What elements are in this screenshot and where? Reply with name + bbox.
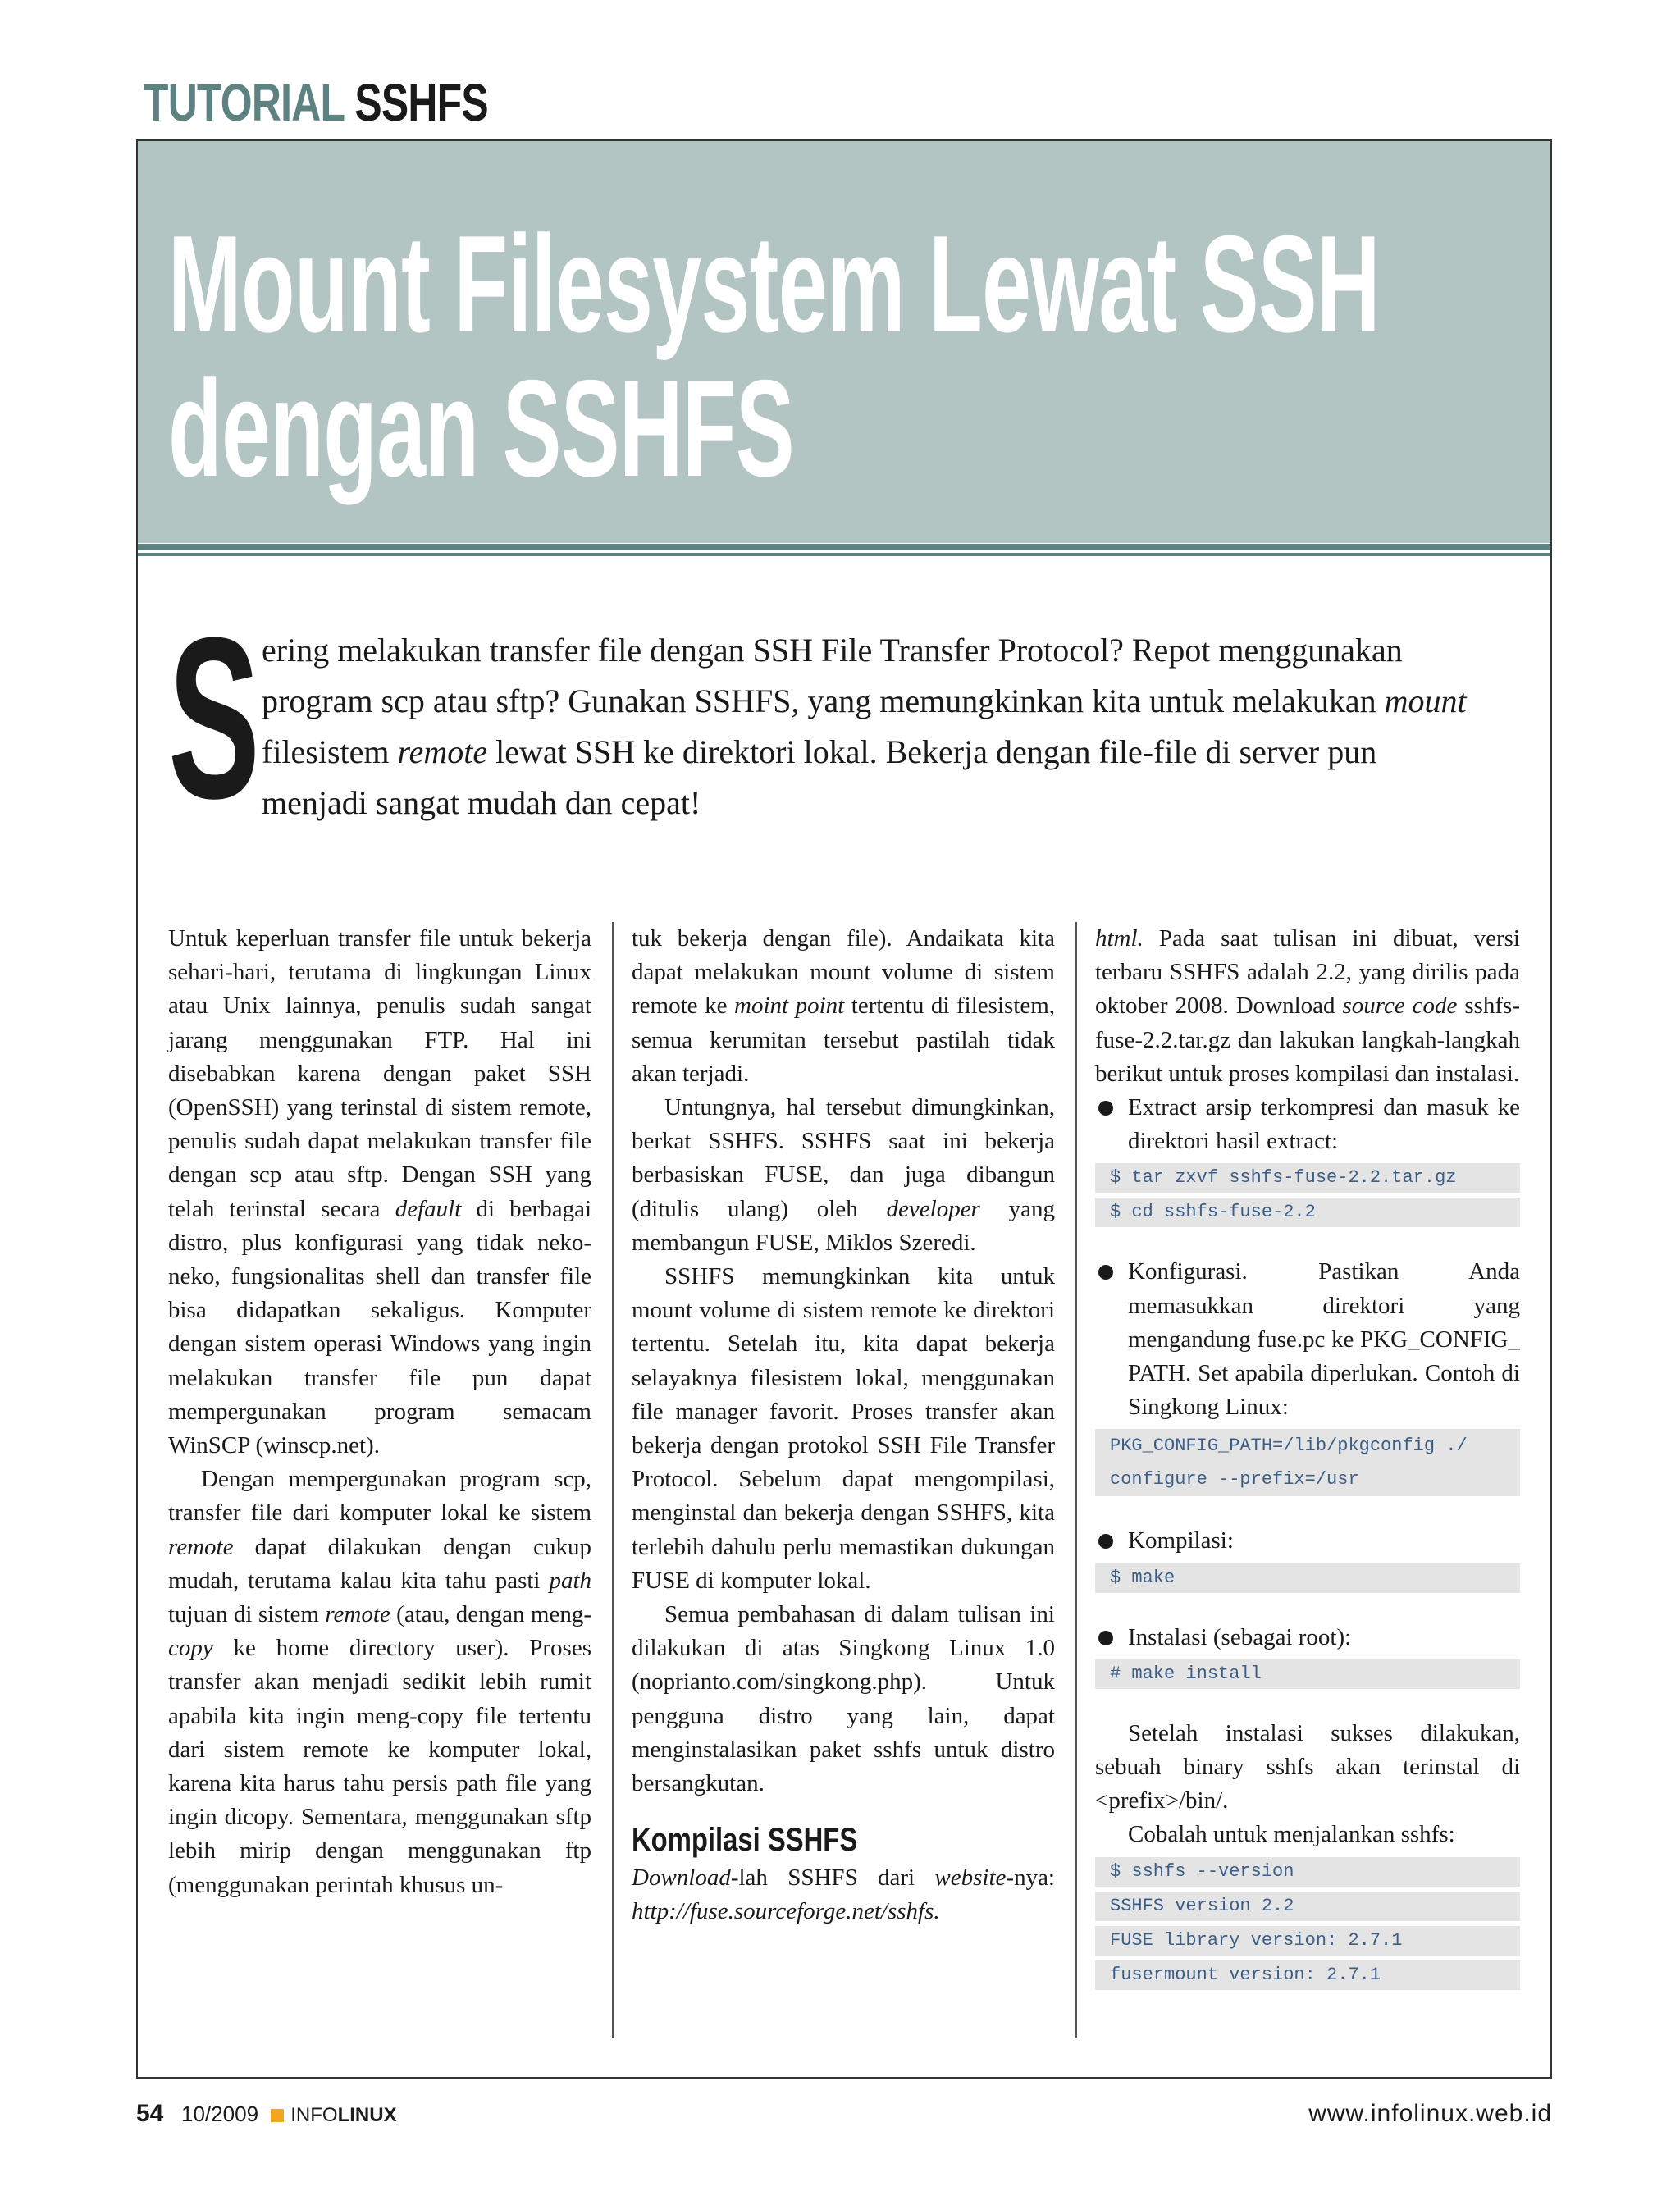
section-label: TUTORIAL bbox=[144, 73, 345, 132]
code-line: # make install bbox=[1095, 1659, 1520, 1689]
code-line: $ sshfs --version bbox=[1095, 1857, 1520, 1887]
body-paragraph: Untungnya, hal tersebut dimungkinkan, berkat SSHFS. SSHFS saat ini bekerja berbasiskan FUSE, dan juga dibangun (ditulis ulang) oleh developer yang membangun FUSE, Miklos Szeredi. bbox=[632, 1094, 1056, 1256]
body-paragraph: html. Pada saat tulisan ini dibuat, versi terbaru SSHFS adalah 2.2, yang dirilis pada oktober 2008. Download source code sshfs-fuse-2.2.tar.gz dan lakukan langkah-langkah berikut untuk proses kompilasi dan instalasi. bbox=[1095, 925, 1520, 1087]
bullet-item: Extract arsip terkompresi dan masuk ke direktori hasil extract: bbox=[1095, 1091, 1520, 1158]
section-tag bbox=[144, 72, 488, 133]
body-paragraph: Semua pembahasan di dalam tulisan ini dilakukan di atas Singkong Linux 1.0 (noprianto.com/singkong.php). Untuk pengguna distro yang lain, dapat menginstalasikan paket sshfs untuk distro bersangkutan. bbox=[632, 1601, 1055, 1797]
download-url: http://fuse.sourceforge.net/sshfs. bbox=[632, 1898, 940, 1925]
bullet-item: Instalasi (sebagai root): bbox=[1095, 1621, 1520, 1655]
section-heading: Kompilasi SSHFS bbox=[632, 1822, 858, 1859]
code-line: SSHFS version 2.2 bbox=[1095, 1892, 1520, 1921]
brand-name-b: LINUX bbox=[337, 2104, 397, 2126]
body-paragraph: Untuk keperluan transfer file untuk bekerja sehari-hari, terutama di lingkungan Linux atau Unix lainnya, penulis sudah sangat jarang menggunakan FTP. Hal ini disebabkan karena dengan paket SSH (OpenSSH) yang terinstal di sistem remote, penulis sudah dapat melakukan transfer file dengan scp atau sftp. Dengan SSH yang telah terinstal secara default di berbagai distro, plus konfigurasi yang tidak neko-neko, fungsionalitas shell dan transfer file bisa didapatkan sekaligus. Komputer dengan sistem operasi Windows yang ingin melakukan transfer file pun dapat mempergunakan program semacam WinSCP (winscp.net). bbox=[168, 925, 591, 1459]
code-line: FUSE library version: 2.7.1 bbox=[1095, 1926, 1520, 1956]
section-topic: SSHFS bbox=[354, 73, 488, 132]
title-line-2: dengan SSHFS bbox=[168, 351, 794, 505]
article-title bbox=[168, 207, 1380, 505]
code-line: $ cd sshfs-fuse-2.2 bbox=[1095, 1198, 1520, 1227]
column-3 bbox=[1095, 922, 1520, 1990]
code-line: $ tar zxvf sshfs-fuse-2.2.tar.gz bbox=[1095, 1163, 1520, 1193]
column-1 bbox=[168, 922, 591, 1902]
column-divider bbox=[1075, 922, 1077, 2038]
issue-date: 10/2009 bbox=[181, 2102, 259, 2126]
brand-square-icon bbox=[271, 2109, 284, 2122]
body-paragraph: tuk bekerja dengan file). Andaikata kita dapat melakukan mount volume di sistem remote ke moint point tertentu di filesistem, semua kerumitan tersebut pastilah tidak akan terjadi. bbox=[632, 925, 1056, 1087]
drop-cap: S bbox=[168, 591, 261, 847]
bullet-item: Konfigurasi. Pastikan Anda memasukkan direktori yang mengandung fuse.pc ke PKG_CONFIG_ PATH. Set apabila diperlukan. Contoh di Singkong Linux: bbox=[1095, 1255, 1520, 1424]
banner-rule bbox=[138, 544, 1550, 550]
column-2 bbox=[632, 922, 1055, 1929]
footer-url: www.infolinux.web.id bbox=[1308, 2100, 1552, 2127]
code-block: PKG_CONFIG_PATH=/lib/pkgconfig ./ configure --prefix=/usr bbox=[1095, 1429, 1520, 1496]
title-line-1: Mount Filesystem Lewat SSH bbox=[168, 207, 1380, 361]
footer-left bbox=[136, 2100, 397, 2128]
code-line: $ make bbox=[1095, 1563, 1520, 1593]
body-paragraph: SSHFS memungkinkan kita untuk mount volume di sistem remote ke direktori tertentu. Setelah itu, kita dapat bekerja selayaknya filesistem lokal, menggunakan file manager favorit. Proses transfer akan bekerja dengan protokol SSH File Transfer Protocol. Sebelum dapat mengompilasi, menginstal dan bekerja dengan SSHFS, kita terlebih dahulu perlu memastikan dukungan FUSE di komputer lokal. bbox=[632, 1263, 1055, 1594]
column-divider bbox=[612, 922, 614, 2038]
brand-name-a: INFO bbox=[290, 2104, 338, 2126]
body-paragraph: Download-lah SSHFS dari website-nya: http://fuse.sourceforge.net/sshfs. bbox=[632, 1865, 1055, 1925]
banner-rule-thin bbox=[138, 553, 1550, 556]
page-number: 54 bbox=[136, 2100, 164, 2127]
code-line: fusermount version: 2.7.1 bbox=[1095, 1960, 1520, 1990]
bullet-item: Kompilasi: bbox=[1095, 1524, 1520, 1558]
body-paragraph: Cobalah untuk menjalankan sshfs: bbox=[1128, 1821, 1455, 1848]
body-paragraph: Setelah instalasi sukses dilakukan, sebuah binary sshfs akan terinstal di <prefix>/bin/. bbox=[1095, 1719, 1520, 1814]
lead-paragraph: Sering melakukan transfer file dengan SSH File Transfer Protocol? Repot menggunakan program scp atau sftp? Gunakan SSHFS, yang memungkinkan kita untuk melakukan mount filesistem remote lewat SSH ke direktori lokal. Bekerja dengan file-file di server pun menjadi sangat mudah dan cepat! bbox=[168, 591, 1467, 847]
body-paragraph: Dengan mempergunakan program scp, transfer file dari komputer lokal ke sistem remote dapat dilakukan dengan cukup mudah, terutama kalau kita tahu pasti path tujuan di sistem remote (atau, dengan meng-copy ke home directory user). Proses transfer akan menjadi sedikit lebih rumit apabila kita ingin meng-copy file tertentu dari sistem remote ke komputer lokal, karena kita harus tahu persis path file yang ingin dicopy. Sementara, menggunakan sftp lebih mirip dengan menggunakan ftp (menggunakan perintah khusus un- bbox=[168, 1466, 591, 1898]
